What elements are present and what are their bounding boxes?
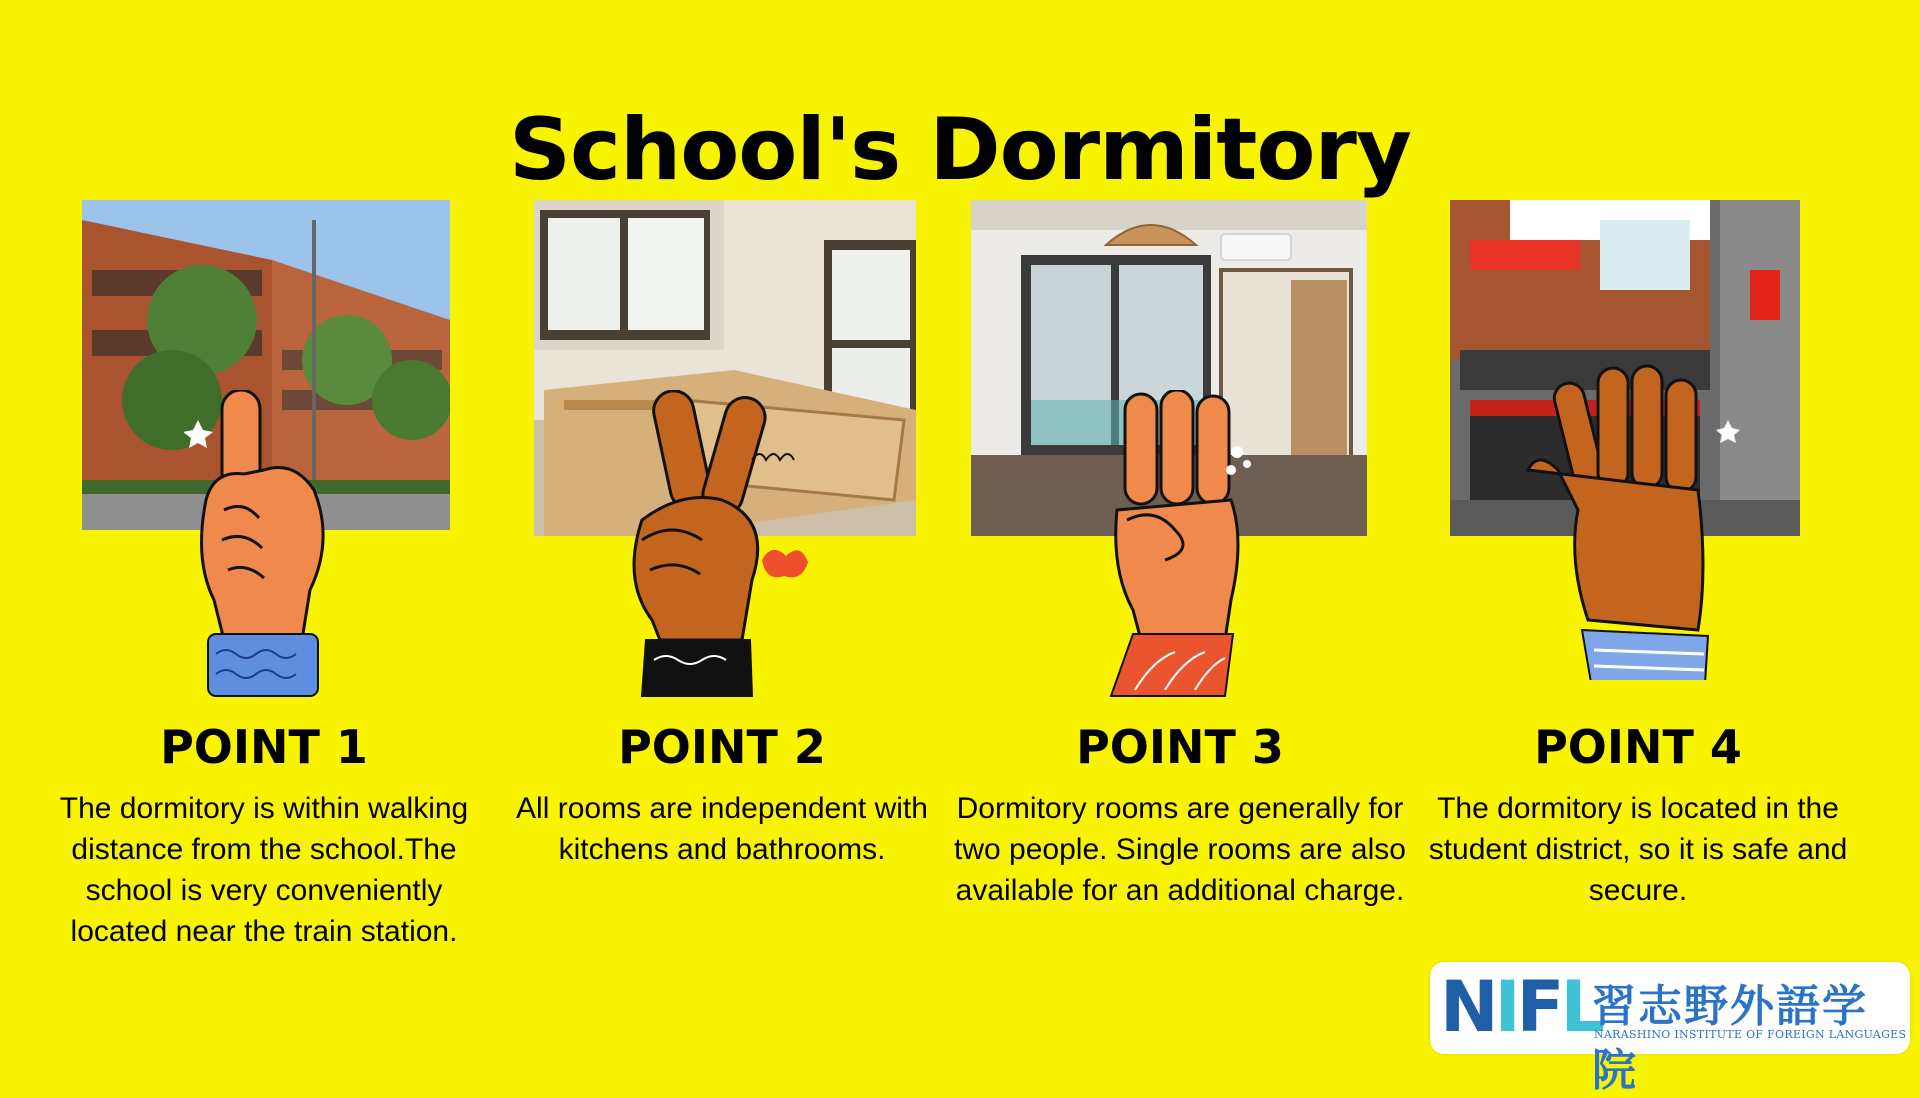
hand-four-fingers-icon [1508,360,1768,684]
point-title: POINT 2 [618,720,826,774]
page-title: School's Dormitory [509,99,1411,200]
hand-one-finger-icon [184,390,334,704]
point-description: All rooms are independent with kitchens and bathrooms. [516,792,928,866]
hand-three-fingers-icon [1105,390,1255,704]
school-english-name: NARASHINO INSTITUTE OF FOREIGN LANGUAGES [1594,1028,1907,1041]
point-description: The dormitory is located in the student district, so it is safe and secure. [1428,792,1848,907]
school-japanese-name: 習志野外語学院 [1592,981,1868,1096]
school-logo [1430,962,1910,1096]
nifl-logo-mark: NIFL [1440,966,1602,1048]
hand-two-fingers-icon [602,390,902,704]
point-title: POINT 4 [1534,720,1742,774]
point-description: The dormitory is within walking distance from the school.The school is very conveniently located near the train station. [59,792,469,948]
point-title: POINT 3 [1076,720,1284,774]
point-description: Dormitory rooms are generally for two people. Single rooms are also available for an additional charge. [954,792,1406,907]
point-title: POINT 1 [160,720,368,774]
